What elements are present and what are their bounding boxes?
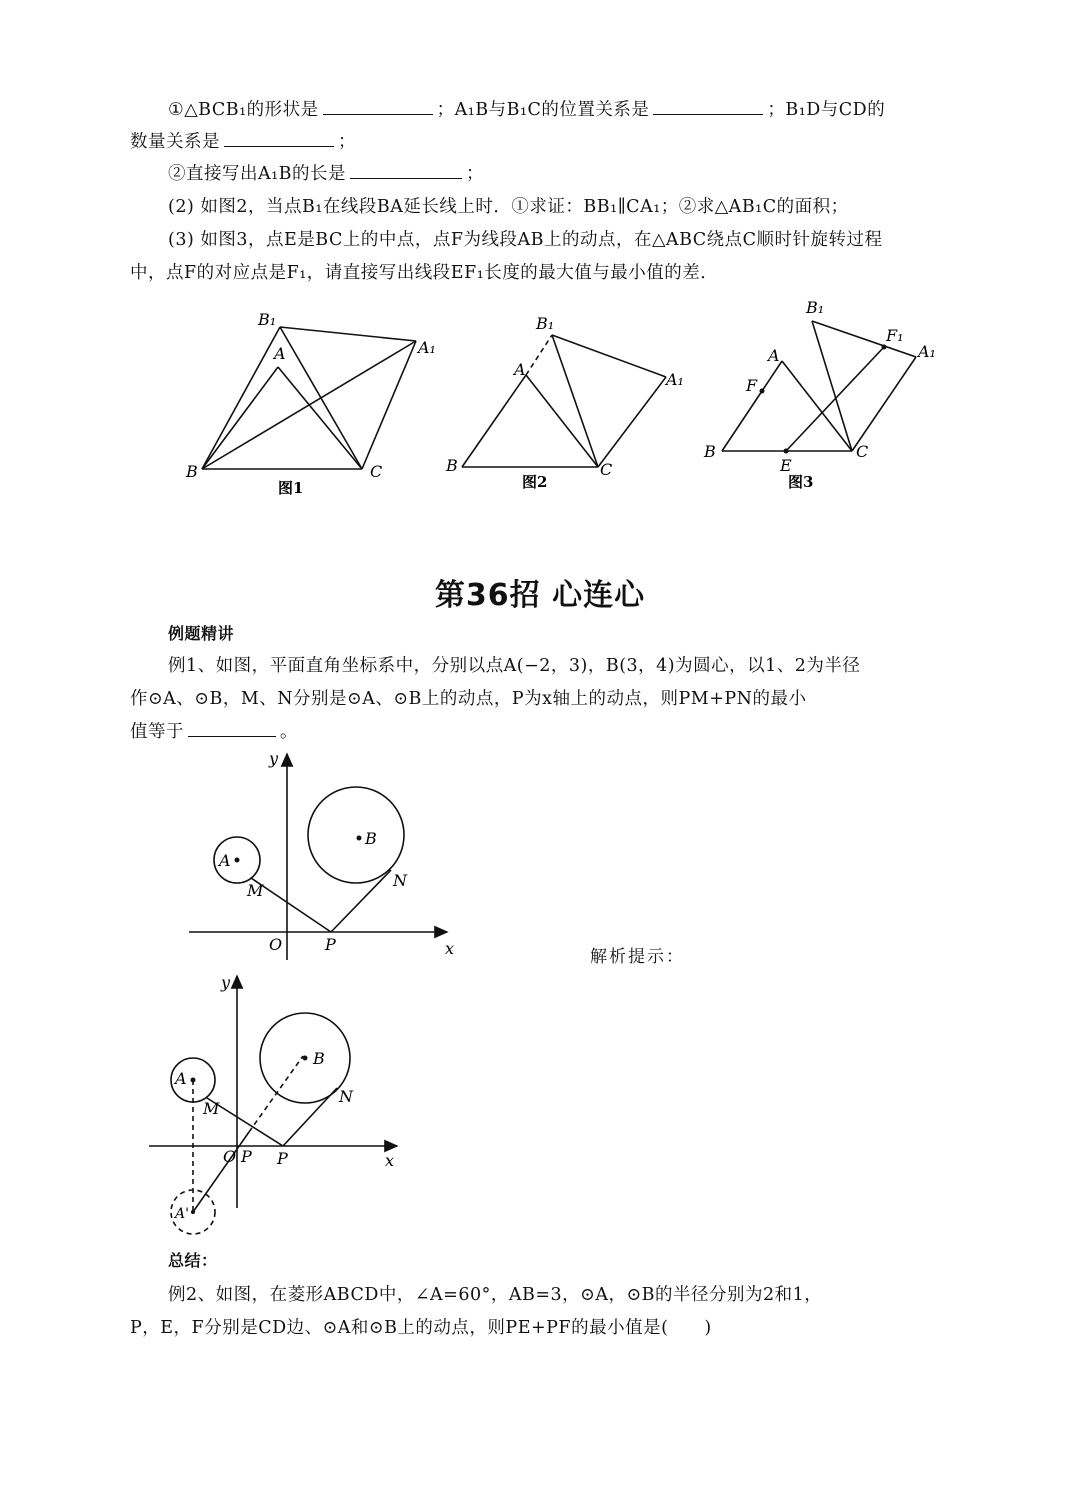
fig3-point-F1 [882,345,887,350]
fig3-seg-B-A [722,361,782,451]
fig2-caption: 图2 [522,473,548,491]
graph2-label-P1: P [241,1147,252,1166]
graph2-dashed-P-B [249,1056,303,1132]
answer-blank-5[interactable] [188,718,276,737]
section-title: 第36招 心连心 [434,578,646,613]
fig1-seg-B-A [202,367,278,469]
graph2-center-A [191,1078,196,1083]
fig1-seg-A1-C [362,341,416,469]
problem-line-1c: ；B₁D与CD的 [767,100,886,120]
graph1-label-O: O [269,935,283,954]
fig3-label-F1: F₁ [886,326,904,345]
fig1-seg-B-B1 [202,327,280,469]
problem-line-2-text: 数量关系是 [130,132,220,152]
problem-line-6: 中，点F的对应点是F₁，请直接写出线段EF₁长度的最大值与最小值的差． [130,263,719,283]
graph2-label-O: O [223,1147,237,1166]
fig2-seg-B-A [462,375,526,467]
graph2-center-A-prime [191,1210,195,1214]
fig1-label-C: C [370,462,383,481]
fig2-seg-A-B1-dashed [526,335,552,375]
fig3-point-E [784,449,789,454]
figure-3 [700,295,960,495]
summary-heading: 总结： [168,1251,218,1270]
graph1-circle-B [308,787,404,883]
problem-line-1b: ；A₁B与B₁C的位置关系是 [436,100,650,120]
fig3-label-A1: A₁ [918,342,936,361]
coordinate-graph-1 [185,748,465,968]
example1-line-3-end: 。 [280,722,298,742]
fig2-label-A: A [514,360,526,379]
fig3-label-F: F [746,376,758,395]
fig3-label-A: A [768,346,780,365]
graph1-label-y: y [269,749,279,768]
fig2-label-B: B [446,456,458,475]
graph1-center-A [235,858,240,863]
problem-line-3 [168,160,484,188]
fig1-seg-A-C [278,367,362,469]
graph2-label-y: y [221,973,231,992]
graph1-center-B [357,836,362,841]
graph1-label-M: M [247,881,264,900]
fig3-seg-B1-C [812,321,852,451]
fig2-label-C: C [600,460,613,479]
figure-1 [180,305,440,505]
coordinate-graph-2 [145,970,415,1240]
answer-blank-3[interactable] [224,128,334,147]
problem-line-1 [168,96,885,124]
fig3-seg-E-F1 [786,347,884,451]
fig1-label-B: B [186,462,198,481]
fig2-seg-B1-A1 [552,335,666,377]
fig3-label-C: C [856,442,869,461]
problem-line-5: (3) 如图3，点E是BC上的中点，点F为线段AB上的动点，在△ABC绕点C顺时针旋转过程 [168,230,883,250]
graph2-seg-A-prime-P [193,1132,249,1212]
fig1-label-B1: B₁ [258,310,277,329]
fig3-caption: 图3 [788,473,814,491]
fig1-label-A1: A₁ [418,338,436,357]
example2-line-1: 例2、如图，在菱形ABCD中，∠A=60°，AB=3，⊙A，⊙B的半径分别为2和1， [168,1285,823,1305]
fig2-seg-A-C [526,375,598,467]
problem-line-4: (2) 如图2，当点B₁在线段BA延长线上时．①求证：BB₁∥CA₁；②求△AB₁C的面积； [168,197,849,217]
example1-line-2: 作⊙A、⊙B，M、N分别是⊙A、⊙B上的动点，P为x轴上的动点，则PM+PN的最小 [130,689,807,709]
problem-line-2 [130,128,356,156]
graph2-label-A: A [175,1069,187,1088]
graph1-label-x: x [445,939,455,958]
graph2-label-M: M [203,1099,220,1118]
graph2-label-x: x [385,1151,395,1170]
graph2-seg-P-N [283,1088,337,1146]
example1-line-3-text: 值等于 [130,722,184,742]
problem-line-2-end: ； [338,132,356,152]
subheading-examples: 例题精讲 [168,624,235,643]
example2-line-2: P，E，F分别是CD边、⊙A和⊙B上的动点，则PE+PF的最小值是( ) [130,1318,712,1338]
graph2-center-B [303,1056,308,1061]
graph1-label-P: P [325,935,336,954]
fig1-seg-B1-A1 [280,327,416,341]
graph1-label-B: B [365,829,377,848]
problem-line-3-text: ②直接写出A₁B的长是 [168,164,347,184]
fig3-label-B1: B₁ [806,298,825,317]
example1-line-1: 例1、如图，平面直角坐标系中，分别以点A(−2，3)，B(3，4)为圆心，以1、2为半径 [168,656,861,676]
graph2-label-B: B [313,1049,325,1068]
problem-line-1a: ①△BCB₁的形状是 [168,100,319,120]
graph1-label-N: N [393,871,407,890]
graph2-label-N: N [339,1087,353,1106]
answer-blank-1[interactable] [323,96,433,115]
fig2-label-B1: B₁ [536,314,555,333]
fig3-point-F [760,389,765,394]
fig2-seg-B1-C [552,335,598,467]
fig3-label-E: E [780,456,792,475]
figure-2 [440,305,690,505]
analysis-hint: 解析提示： [590,947,685,967]
fig1-label-A: A [274,344,286,363]
fig1-seg-B-A1 [202,341,416,469]
fig3-seg-A-C [782,361,852,451]
graph1-label-A: A [219,851,231,870]
fig2-seg-A1-C [598,377,666,467]
fig1-caption: 图1 [278,479,304,497]
answer-blank-2[interactable] [653,96,763,115]
graph2-label-A-prime: A' [175,1206,189,1222]
fig2-label-A1: A₁ [666,370,684,389]
fig3-label-B: B [704,442,716,461]
example1-line-3 [130,718,298,746]
problem-line-3-end: ； [466,164,485,184]
answer-blank-4[interactable] [350,160,462,179]
graph2-label-P2: P [277,1149,288,1168]
graph1-seg-P-N [331,870,391,932]
